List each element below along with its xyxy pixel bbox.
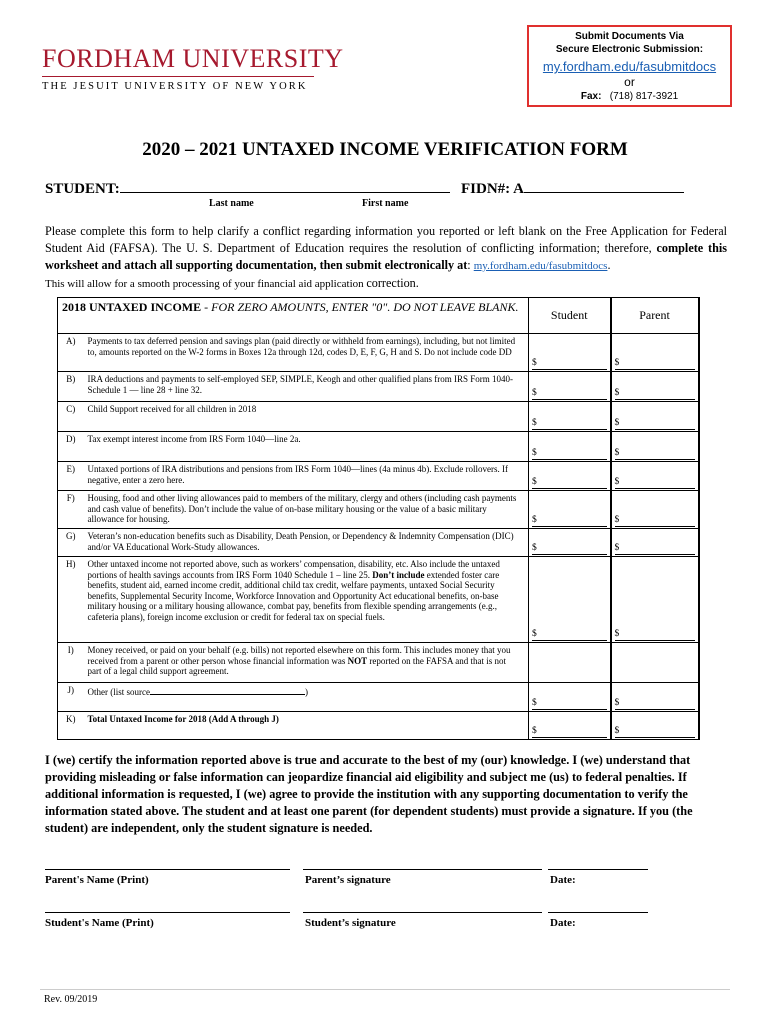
- parent-amount-field[interactable]: [611, 557, 699, 643]
- table-row: [58, 462, 699, 491]
- table-header-bold: 2018 UNTAXED INCOME: [62, 300, 202, 314]
- student-signature-label: Student’s signature: [305, 917, 396, 929]
- student-date-label: Date:: [550, 917, 576, 929]
- student-name-line[interactable]: [45, 912, 290, 913]
- dollar-sign: $: [532, 448, 607, 460]
- parent-signature-line[interactable]: [303, 869, 542, 870]
- student-amount-field[interactable]: [529, 432, 611, 462]
- dollar-sign: $: [615, 448, 695, 460]
- student-amount-field[interactable]: [529, 491, 611, 529]
- student-amount-field[interactable]: [529, 557, 611, 643]
- row-text-part: Other untaxed income not reported above, such as workers’ compensation, disability, etc. Also include the untaxed portions of health savings accounts from IRS Form 1040 Schedule 1 – line 25.: [87, 559, 500, 580]
- row-text-part: Other (list source: [87, 687, 150, 697]
- row-letter: J): [58, 683, 84, 712]
- submit-subtitle: Secure Electronic Submission:: [555, 44, 704, 55]
- student-amount-field[interactable]: [529, 372, 611, 402]
- col-parent: Parent: [611, 298, 699, 334]
- table-header-row: [58, 298, 699, 334]
- row-text: IRA deductions and payments to self-employed SEP, SIMPLE, Keogh and other qualified plans from IRS Form 1040-Schedule 1 — line 28 + line 32.: [84, 372, 529, 402]
- table-row: [58, 683, 699, 712]
- revision-date: Rev. 09/2019: [44, 994, 98, 1005]
- student-amount-field[interactable]: [529, 643, 611, 683]
- table-header-italic: - FOR ZERO AMOUNTS, ENTER "0". DO NOT LEAVE BLANK.: [201, 300, 519, 314]
- row-text-part: Money received, or paid on your behalf (e.g. bills) not reported elsewhere on this form. This includes money that you received from a parent or other person whose financial information was: [87, 645, 511, 666]
- dollar-sign: $: [615, 358, 695, 370]
- row-text: [84, 683, 529, 712]
- intro-text: Please complete this form to help clarify a conflict regarding information you reported or left blank on the Free Application for Federal Student Aid (FAFSA). The U. S. Department of Education requires the resolution of conflicting information; therefore,: [45, 224, 727, 255]
- row-letter: G): [58, 529, 84, 557]
- row-letter: A): [58, 334, 84, 372]
- dollar-sign: $: [615, 698, 695, 710]
- parent-amount-field[interactable]: [611, 462, 699, 491]
- submit-title: Submit Documents Via: [575, 31, 684, 42]
- parent-amount-field[interactable]: [611, 372, 699, 402]
- submit-or: or: [624, 75, 635, 89]
- fidn-label: FIDN#: A: [461, 181, 524, 197]
- row-text: Child Support received for all children in 2018: [84, 402, 529, 432]
- parent-name-label: Parent's Name (Print): [45, 874, 149, 886]
- parent-name-line[interactable]: [45, 869, 290, 870]
- row-text-part: reported on the FAFSA and that is not part of a legal child support agreement.: [87, 655, 506, 676]
- student-amount-field[interactable]: [529, 712, 611, 740]
- table-row: [58, 334, 699, 372]
- intro-paragraph: [45, 223, 727, 293]
- dollar-sign: $: [615, 418, 695, 430]
- dollar-sign: $: [532, 477, 607, 489]
- dollar-sign: $: [615, 543, 695, 555]
- parent-amount-field[interactable]: [611, 529, 699, 557]
- parent-amount-field[interactable]: [611, 643, 699, 683]
- parent-amount-field[interactable]: [611, 334, 699, 372]
- student-name-field[interactable]: [120, 178, 450, 193]
- student-name-label: Student's Name (Print): [45, 917, 154, 929]
- student-amount-field[interactable]: [529, 529, 611, 557]
- parent-amount-field[interactable]: [611, 712, 699, 740]
- student-signature-line[interactable]: [303, 912, 542, 913]
- university-name: FORDHAM UNIVERSITY: [42, 44, 344, 73]
- dollar-sign: $: [615, 515, 695, 527]
- table-row: [58, 643, 699, 683]
- dollar-sign: $: [532, 629, 607, 641]
- last-name-label: Last name: [209, 198, 254, 209]
- footer-divider: [40, 989, 730, 990]
- intro-bold: complete this worksheet and attach all supporting documentation, then submit electronically at: [45, 241, 727, 272]
- row-letter: C): [58, 402, 84, 432]
- student-label: STUDENT:: [45, 181, 120, 197]
- dollar-sign: $: [615, 726, 695, 738]
- dollar-sign: $: [532, 726, 607, 738]
- student-amount-field[interactable]: [529, 402, 611, 432]
- fidn-field[interactable]: [524, 178, 684, 193]
- table-row: [58, 529, 699, 557]
- dollar-sign: $: [532, 418, 607, 430]
- row-letter: K): [58, 712, 84, 740]
- table-header: [58, 298, 529, 334]
- table-row: [58, 491, 699, 529]
- parent-date-line[interactable]: [548, 869, 648, 870]
- table-row: [58, 372, 699, 402]
- submit-documents-box: [527, 25, 732, 107]
- table-row: [58, 712, 699, 740]
- student-amount-field[interactable]: [529, 683, 611, 712]
- row-letter: F): [58, 491, 84, 529]
- dollar-sign: $: [615, 477, 695, 489]
- row-text: [84, 643, 529, 683]
- row-text-bold: Don’t include: [372, 569, 425, 580]
- student-amount-field[interactable]: [529, 334, 611, 372]
- first-name-label: First name: [362, 198, 409, 209]
- intro-link[interactable]: my.fordham.edu/fasubmitdocs: [473, 260, 608, 272]
- student-date-line[interactable]: [548, 912, 648, 913]
- student-row: [45, 178, 684, 198]
- submit-link[interactable]: my.fordham.edu/fasubmitdocs: [542, 59, 717, 74]
- row-text: Housing, food and other living allowances paid to members of the military, clergy and others (including cash payments and cash value of benefits). Don’t include the value of on-base military housing or the value of a basic military allowance for housing.: [84, 491, 529, 529]
- intro-colon: :: [467, 258, 474, 272]
- logo-divider: [42, 76, 314, 77]
- certification-text: I (we) certify the information reported above is true and accurate to the best of my (our) knowledge. I (we) understand that providing misleading or false information can jeopardize financial aid eligibility and subject me (us) to federal penalties. If additional information is requested, I (we) agree to provide the institution with any supporting documentation to verify the information stated above. The student and at least one parent (for dependent students) must provide a signature. If you (the student) are independent, only the student signature is needed.: [45, 753, 693, 835]
- dollar-sign: $: [615, 629, 695, 641]
- row-text-bold: NOT: [347, 655, 368, 666]
- parent-amount-field[interactable]: [611, 683, 699, 712]
- dollar-sign: $: [532, 698, 607, 710]
- dollar-sign: $: [615, 388, 695, 400]
- row-letter: I): [58, 643, 84, 683]
- fax-label: Fax:: [580, 91, 602, 102]
- dollar-sign: $: [532, 388, 607, 400]
- dollar-sign: $: [532, 515, 607, 527]
- fax-number: (718) 817-3921: [609, 91, 679, 102]
- form-title: 2020 – 2021 UNTAXED INCOME VERIFICATION FORM: [142, 139, 628, 160]
- row-text: Payments to tax deferred pension and savings plan (paid directly or withheld from earnings), including, but not limited to, amounts reported on the W-2 forms in Boxes 12a through 12d, codes D, E, F, G, H and S. Do not include code DD: [84, 334, 529, 372]
- intro-text-2: This will allow for a smooth processing of your financial aid application: [45, 278, 367, 290]
- student-amount-field[interactable]: [529, 462, 611, 491]
- col-student: Student: [529, 298, 611, 334]
- table-row: [58, 557, 699, 643]
- row-text: [84, 557, 529, 643]
- intro-text-2-end: correction.: [366, 276, 419, 290]
- fax-line: [529, 91, 730, 102]
- row-text: Untaxed portions of IRA distributions and pensions from IRS Form 1040—lines (4a minus 4b). Exclude rollovers. If negative, enter a zero here.: [84, 462, 529, 491]
- university-tagline: THE JESUIT UNIVERSITY OF NEW YORK: [42, 81, 308, 92]
- row-letter: B): [58, 372, 84, 402]
- row-text-part: extended foster care benefits, student aid, earned income credit, additional child tax credit, welfare payments, untaxed Social Security benefits, Supplemental Security Income, Workforce Innovation and Opportunity Act educational benefits, on-base military housing or a military housing allowance, combat pay, benefits from flexible spending arrangements (e.g., cafeteria plans), foreign income exclusion or credit for federal tax on special fuels.: [87, 569, 500, 622]
- row-text: Total Untaxed Income for 2018 (Add A through J): [84, 712, 529, 740]
- untaxed-income-table: [57, 297, 700, 740]
- intro-period: .: [607, 258, 611, 272]
- row-text: Veteran’s non-education benefits such as Disability, Death Pension, or Dependency & Indemnity Compensation (DIC) and/or VA Educational Work-Study allowances.: [84, 529, 529, 557]
- table-row: [58, 432, 699, 462]
- other-source-field[interactable]: [150, 685, 305, 695]
- parent-amount-field[interactable]: [611, 402, 699, 432]
- parent-amount-field[interactable]: [611, 432, 699, 462]
- dollar-sign: $: [532, 543, 607, 555]
- row-text-part: ): [304, 687, 308, 697]
- row-letter: E): [58, 462, 84, 491]
- parent-signature-label: Parent’s signature: [305, 874, 391, 886]
- table-row: [58, 402, 699, 432]
- parent-amount-field[interactable]: [611, 491, 699, 529]
- row-letter: D): [58, 432, 84, 462]
- row-letter: H): [58, 557, 84, 643]
- row-text: Tax exempt interest income from IRS Form 1040—line 2a.: [84, 432, 529, 462]
- dollar-sign: $: [532, 358, 607, 370]
- parent-date-label: Date:: [550, 874, 576, 886]
